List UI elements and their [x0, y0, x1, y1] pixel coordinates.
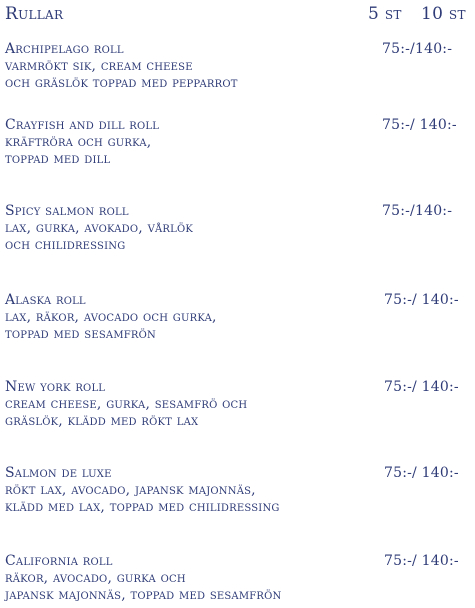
- column-header-10-pieces: 10 st: [421, 4, 466, 24]
- item-description-line: toppad med sesamfrön: [5, 326, 156, 342]
- item-description-line: och chilidressing: [5, 237, 126, 253]
- item-price: 75:-/ 140:-: [382, 117, 457, 133]
- item-description-line: cream cheese, gurka, sesamfrö och: [5, 396, 248, 412]
- item-name: Spicy salmon roll: [5, 203, 129, 219]
- item-name: New york roll: [5, 379, 106, 395]
- item-price: 75:-/ 140:-: [384, 465, 459, 481]
- item-description-line: räkor, avocado, gurka och: [5, 570, 186, 586]
- menu-item-california-roll: [5, 553, 465, 604]
- menu-item-archipelago-roll: [5, 41, 465, 92]
- menu-item-crayfish-and-dill-roll: [5, 117, 465, 168]
- item-description-line: lax, gurka, avokado, vårlök: [5, 220, 194, 236]
- item-price: 75:-/140:-: [382, 203, 453, 219]
- item-description-line: lax, räkor, avocado och gurka,: [5, 309, 217, 325]
- item-price: 75:-/ 140:-: [384, 553, 459, 569]
- menu-item-alaska-roll: [5, 292, 465, 343]
- item-name: Archipelago roll: [5, 41, 124, 57]
- section-title: Rullar: [5, 4, 64, 24]
- item-name: Salmon de luxe: [5, 465, 112, 481]
- menu-item-salmon-de-luxe: [5, 465, 465, 516]
- item-price: 75:-/140:-: [382, 41, 453, 57]
- item-description-line: och gräslök toppad med pepparrot: [5, 75, 238, 91]
- item-description-line: rökt lax, avocado, japansk majonnäs,: [5, 482, 256, 498]
- item-name: Crayfish and dill roll: [5, 117, 160, 133]
- menu-item-spicy-salmon-roll: [5, 203, 465, 254]
- item-description-line: toppad med dill: [5, 151, 111, 167]
- item-description-line: klädd med lax, toppad med chilidressing: [5, 499, 280, 515]
- item-description-line: varmrökt sik, cream cheese: [5, 58, 193, 74]
- menu-header: [5, 4, 467, 28]
- item-price: 75:-/ 140:-: [384, 292, 459, 308]
- item-name: Alaska roll: [5, 292, 86, 308]
- item-name: California roll: [5, 553, 113, 569]
- menu-item-new-york-roll: [5, 379, 465, 430]
- item-description-line: japansk majonnäs, toppad med sesamfrön: [5, 587, 282, 603]
- item-description-line: gräslök, klädd med rökt lax: [5, 413, 199, 429]
- column-header-5-pieces: 5 st: [368, 4, 402, 24]
- item-description-line: kräftröra och gurka,: [5, 134, 152, 150]
- item-price: 75:-/ 140:-: [384, 379, 459, 395]
